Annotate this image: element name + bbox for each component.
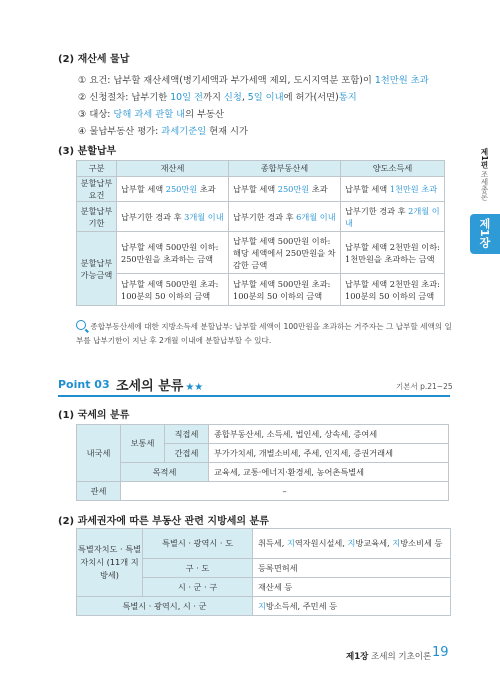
table-row <box>77 177 445 202</box>
highlighted-text: 1천만원 초과 <box>374 75 429 86</box>
table-cell <box>229 202 341 232</box>
customs-value: – <box>121 482 449 501</box>
importance-stars: ★★ <box>185 382 204 393</box>
highlighted-text: 신청 <box>223 92 242 103</box>
footer-chapter: 제1장 <box>346 652 369 662</box>
table-cell <box>341 202 445 232</box>
sidebar-part: 제1편 <box>480 148 489 169</box>
highlighted-text: 과세기준일 <box>161 126 207 137</box>
highlighted-text: 지 <box>286 538 295 548</box>
section-heading-national-tax: (1) 국세의 분류 <box>58 410 130 421</box>
section-heading-local-tax: (2) 과세권자에 따른 부동산 관련 지방세의 분류 <box>58 516 269 527</box>
highlighted-text: 1천만원 초과 <box>389 184 438 194</box>
row-label: 분할납부 가능금액 <box>77 232 117 306</box>
highlighted-text: 6개월 이내 <box>296 211 336 222</box>
text: 방소득세, 주민세 등 <box>265 600 338 611</box>
list-number: ① <box>78 75 87 86</box>
highlighted-text: 2개월 이내 <box>345 205 440 228</box>
text: , <box>241 92 248 103</box>
table-cell <box>229 232 341 274</box>
table-cell <box>341 274 445 306</box>
text: 납부할 세액 500만원 초과: 100분의 50 이하의 금액 <box>233 278 331 301</box>
list-number: ④ <box>78 126 87 137</box>
point-badge: Point 03 <box>58 378 110 391</box>
text: 납부할 세액 <box>345 184 390 194</box>
text: 물납부동산 평가: <box>89 126 162 137</box>
list-item <box>78 89 357 103</box>
table-cell <box>229 177 341 202</box>
text: 초과 <box>309 184 328 194</box>
sidebar-chapter <box>476 148 490 201</box>
tax-items <box>253 597 451 616</box>
installment-note <box>76 320 456 348</box>
table-row <box>77 597 451 616</box>
authority-label: 시 · 군 · 구 <box>143 578 253 597</box>
text: 방소비세 등 <box>400 538 443 548</box>
highlighted-text: 지 <box>258 600 266 611</box>
local-tax-table <box>76 528 451 616</box>
text: 납부할 세액 2천만원 이하: 1천만원을 초과하는 금액 <box>345 241 440 264</box>
purpose-label: 목적세 <box>121 463 209 482</box>
text: 방교육세, <box>355 538 393 548</box>
chapter-tab <box>470 214 500 254</box>
national-tax-table <box>76 424 449 501</box>
text: 대상: <box>89 109 114 120</box>
tax-items <box>253 529 451 559</box>
text: 의 부동산 <box>185 109 225 120</box>
table-cell <box>117 232 229 274</box>
highlighted-text: 통지 <box>338 92 357 103</box>
row-label: 분할납부 요건 <box>77 177 117 202</box>
tax-items <box>253 559 451 578</box>
text: 납부할 세액 <box>121 184 166 194</box>
table-header: 재산세 <box>117 161 229 177</box>
text: 납부할 세액 <box>233 184 278 194</box>
ordinary-label: 보통세 <box>121 425 165 463</box>
highlighted-text: 당해 과세 관할 내 <box>113 109 186 120</box>
national-label: 내국세 <box>77 425 121 482</box>
magnifier-icon <box>76 320 86 330</box>
text: 취득세, <box>258 538 287 548</box>
list-item <box>78 72 429 86</box>
tax-items <box>253 578 451 597</box>
direct-items: 종합부동산세, 소득세, 법인세, 상속세, 증여세 <box>209 425 449 444</box>
list-item <box>78 123 248 137</box>
group-label: 특별자치도 · 특별자치시 (11개 지방세) <box>77 529 143 597</box>
footer-title: 조세의 기초이론 <box>371 652 432 662</box>
section-heading-installment: (3) 분할납부 <box>58 146 117 157</box>
highlighted-text: 5일 이내 <box>247 92 284 103</box>
point-title-text: 조세의 분류 <box>116 379 184 394</box>
text: 납부할 세액 2천만원 초과: 100분의 50 이하의 금액 <box>345 278 440 301</box>
text: 재산세 등 <box>258 581 293 592</box>
text: 에 허가(서면) <box>283 92 339 103</box>
table-header: 양도소득세 <box>341 161 445 177</box>
table-row <box>77 232 445 274</box>
highlighted-text: 지 <box>392 538 401 548</box>
text: 요건: 납부할 재산세액(병기세액과 부가세액 제외, 도시지역분 포함)이 <box>89 75 375 86</box>
table-cell <box>117 177 229 202</box>
table-header: 종합부동산세 <box>229 161 341 177</box>
highlighted-text: 250만원 <box>165 184 198 194</box>
text: 등록면허세 <box>258 562 298 573</box>
list-number: ③ <box>78 109 87 120</box>
customs-label: 관세 <box>77 482 121 501</box>
table-cell <box>341 177 445 202</box>
highlighted-text: 250만원 <box>277 184 310 194</box>
point-divider <box>58 395 450 397</box>
table-row <box>77 274 445 306</box>
note-text: 종합부동산세에 대한 지방소득세 분할납부: 납부할 세액이 100만원을 초과하는 거주자는 그 납부할 세액의 일부를 납부기한이 지난 후 2개월 이내에 분할납부할 수 있다. <box>76 322 452 345</box>
direct-label: 직접세 <box>165 425 209 444</box>
table-cell <box>117 274 229 306</box>
list-item <box>78 106 224 120</box>
text: 현재 시가 <box>206 126 249 137</box>
table-cell <box>117 202 229 232</box>
text: 납부할 세액 500만원 이하: 250만원을 초과하는 금액 <box>121 241 219 264</box>
sidebar-part-title: 조세총론 <box>480 170 489 201</box>
table-header: 구분 <box>77 161 117 177</box>
indirect-items: 부가가치세, 개별소비세, 주세, 인지세, 증권거래세 <box>209 444 449 463</box>
installment-table <box>76 160 445 306</box>
authority-label: 특별시 · 광역시 · 도 <box>143 529 253 559</box>
text: 납부기한 경과 후 <box>345 205 409 216</box>
highlighted-text: 10일 전 <box>170 92 203 103</box>
purpose-items: 교육세, 교통·에너지·환경세, 농어촌특별세 <box>209 463 449 482</box>
text: 납부할 세액 500만원 이하: 해당 세액에서 250만원을 차감한 금액 <box>233 235 336 270</box>
page-number: 19 <box>432 645 449 660</box>
table-cell <box>229 274 341 306</box>
highlighted-text: 3개월 이내 <box>184 211 224 222</box>
text: 납부기한 경과 후 <box>121 211 185 222</box>
text: 역자원시설세, <box>294 538 348 548</box>
table-row <box>77 202 445 232</box>
row-label: 분할납부 기한 <box>77 202 117 232</box>
list-number: ② <box>78 92 87 103</box>
chapter-tab-label: 제1장 <box>478 218 491 248</box>
text: 납부할 세액 500만원 초과: 100분의 50 이하의 금액 <box>121 278 219 301</box>
authority-label: 구 · 도 <box>143 559 253 578</box>
table-row <box>77 529 451 559</box>
highlighted-text: 지 <box>347 538 356 548</box>
text: 신청절차: 납부기한 <box>89 92 171 103</box>
text: 초과 <box>197 184 216 194</box>
textbook-reference: 기본서 p.21~25 <box>396 382 453 391</box>
text: 납부기한 경과 후 <box>233 211 297 222</box>
authority-label: 특별시 · 광역시, 시 · 군 <box>77 597 253 616</box>
point-title <box>116 375 203 394</box>
footer <box>346 650 431 662</box>
indirect-label: 간접세 <box>165 444 209 463</box>
section-heading-property-tax-payment: (2) 재산세 물납 <box>58 54 130 65</box>
table-cell <box>341 232 445 274</box>
text: 까지 <box>202 92 224 103</box>
